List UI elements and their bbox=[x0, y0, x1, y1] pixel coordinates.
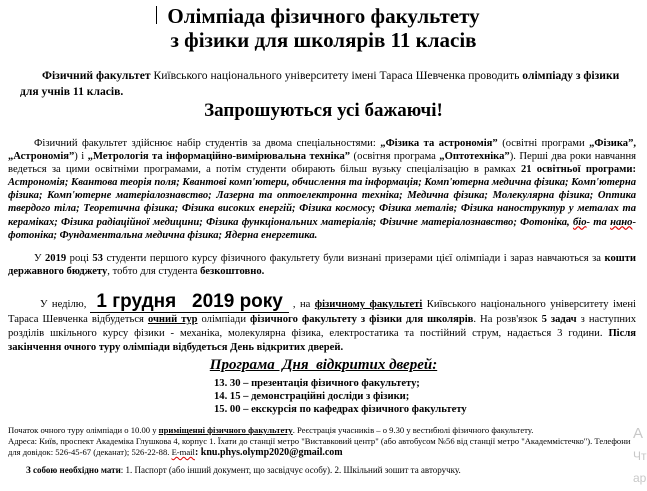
program-item: 14. 15 – демонстраційні досліди з фізики; bbox=[214, 391, 410, 402]
p1-specialty-2: „Метрологія та інформаційно-вимірювальна техніка” bbox=[87, 151, 351, 163]
p1-text-e: ) і bbox=[74, 151, 88, 163]
p1-programs-list-b: біо bbox=[572, 216, 587, 228]
p3-tasks: 5 задач bbox=[541, 314, 577, 325]
p1-specialty-1: „Фізика та астрономія” bbox=[380, 138, 498, 149]
program-item: 15. 00 – екскурсія по кафедрах фізичного факультету bbox=[214, 404, 467, 415]
requirements-text: : 1. Паспорт (або інший документ, що засвідчує особу). 2. Шкільний зошит та авторучку. bbox=[120, 465, 461, 475]
program-list bbox=[214, 377, 467, 416]
p3-olympiad: фізичного факультету з фізики для школярів bbox=[250, 314, 474, 325]
p1-colon: : bbox=[632, 164, 636, 176]
intro-faculty: Фізичний факультет bbox=[42, 69, 151, 82]
event-paragraph bbox=[8, 292, 636, 355]
footer-start: Початок очного туру олімпіади о 10.00 у bbox=[8, 425, 159, 435]
p2-free: безкоштовно. bbox=[200, 266, 265, 278]
p1-program-2: „Оптотехніка” bbox=[439, 151, 510, 163]
p2-text-c: році bbox=[66, 253, 93, 264]
p2-text-a: У bbox=[34, 253, 45, 264]
p3-faculty: фізичному факультеті bbox=[314, 299, 423, 310]
p1-programs-list-d: нано bbox=[610, 216, 633, 228]
p2-text-e: студенти першого курсу фізичного факультету були визнані призерами цієї олімпіади і зараз навчаються за bbox=[102, 253, 605, 264]
p2-text-g: , тобто для студента bbox=[107, 266, 201, 278]
p1-programs-list-e: - фотоніка; Фундаментальна медична фізика; Ядерна енергетика. bbox=[8, 216, 636, 241]
p3-text-a: У неділю, bbox=[40, 299, 87, 310]
p1-programs-list-c: - та bbox=[586, 216, 611, 228]
p3-open-day: Після закінчення очного туру олімпіади відбудеться День відкритих дверей. bbox=[8, 328, 636, 353]
p2-count: 53 bbox=[92, 253, 103, 264]
p1-programs-count: 21 освітньої програми bbox=[521, 164, 633, 176]
p2-year: 2019 bbox=[45, 253, 67, 264]
footer-info bbox=[8, 425, 638, 458]
requirements-line bbox=[26, 465, 461, 475]
p3-text-f: олімпіади bbox=[197, 314, 251, 325]
requirements-label: З собою необхідно мати bbox=[26, 465, 121, 475]
intro-paragraph bbox=[20, 68, 635, 100]
activation-watermark bbox=[633, 423, 647, 489]
p1-text-a: Фізичний факультет здійснює набір студентів за двома спеціальностями: bbox=[34, 138, 381, 149]
invitation-heading: Запрошуються усі бажаючі! bbox=[204, 100, 443, 121]
intro-olympiad: олімпіаду з фізики для учнів 11 класів. bbox=[20, 69, 620, 98]
winners-paragraph bbox=[8, 252, 636, 278]
event-date: 1 грудня 2019 року bbox=[90, 292, 289, 313]
p1-text-i: ). Перші два роки навчання ведеться за цими освітніми програмами, а потім студенти обирають більш вузьку спеціалізацію в рамках bbox=[8, 151, 636, 176]
watermark-line-1: А bbox=[633, 425, 644, 442]
email-label: E-mail bbox=[171, 447, 195, 457]
title-line-2: з фізики для школярів 11 класів bbox=[170, 28, 477, 52]
p3-text-d: Київського національного університету імені Тараса Шевченка відбудеться bbox=[8, 299, 636, 325]
p1-text-g: (освітня програма bbox=[350, 151, 440, 163]
program-heading: Програма Дня відкритих дверей: bbox=[209, 357, 438, 373]
p1-programs-list-a: Астрономія; Квантова теорія поля; Квантові комп'ютери, обчислення та інформація; Комп'ютерна медична фізика; Комп'ютерна фізика; Комп'ютерне матеріалознавство; Лазерна та оптоелектронна техніка; Медична фізика; Молекулярна фізика; Оптика твердого тіла; Теоретична фізика; Фізика високих енергій; Фізика космосу; Фізика металів; Фізика наноструктур у металах та кераміках; Фізика радіаційної медицини; Фізика функціональних матеріалів; Фізичне матеріалознавство; Фотоніка, bbox=[8, 177, 636, 228]
program-item: 13. 30 – презентація фізичного факультету; bbox=[214, 378, 420, 389]
intro-text: Київського національного університету імені Тараса Шевченка проводить bbox=[150, 69, 523, 82]
footer-line-1 bbox=[8, 425, 638, 436]
p1-text-c: (освітні програми bbox=[497, 138, 590, 149]
p3-text-j: з наступних розділів шкільного курсу фізики - механіка, молекулярна фізика, електростатика та постійний струм, надається 3 години. bbox=[8, 314, 637, 339]
p1-programs-1: „Фізика”, „Астрономія” bbox=[8, 138, 637, 163]
title-line-1: Олімпіада фізичного факультету bbox=[167, 4, 480, 28]
watermark-line-3: ар bbox=[633, 471, 647, 485]
specialties-paragraph bbox=[8, 137, 636, 242]
email-address[interactable]: : knu.phys.olymp2020@gmail.com bbox=[194, 447, 343, 458]
p3-round: очний тур bbox=[147, 314, 198, 325]
footer-registration: . Реєстрація учасників – о 9.30 у вестибюлі фізичного факультету. bbox=[292, 425, 534, 435]
footer-line-2 bbox=[8, 436, 638, 458]
p3-text-b: , на bbox=[292, 299, 315, 310]
footer-venue: приміщенні фізичного факультету bbox=[158, 425, 293, 435]
p2-budget: кошти державного бюджету bbox=[8, 253, 636, 278]
p3-text-h: . На розв'язок bbox=[473, 314, 542, 325]
watermark-line-2: Чт bbox=[633, 449, 647, 463]
footer-address: Адреса: Київ, проспект Академіка Глушкова 4, корпус 1. Їхати до станції метро "Виставковий центр" (або автобусом №56 від станції метро "Академмістечко"). Телефони для довідок: 526-45-67 (деканат); 526-22-88. bbox=[8, 436, 631, 457]
